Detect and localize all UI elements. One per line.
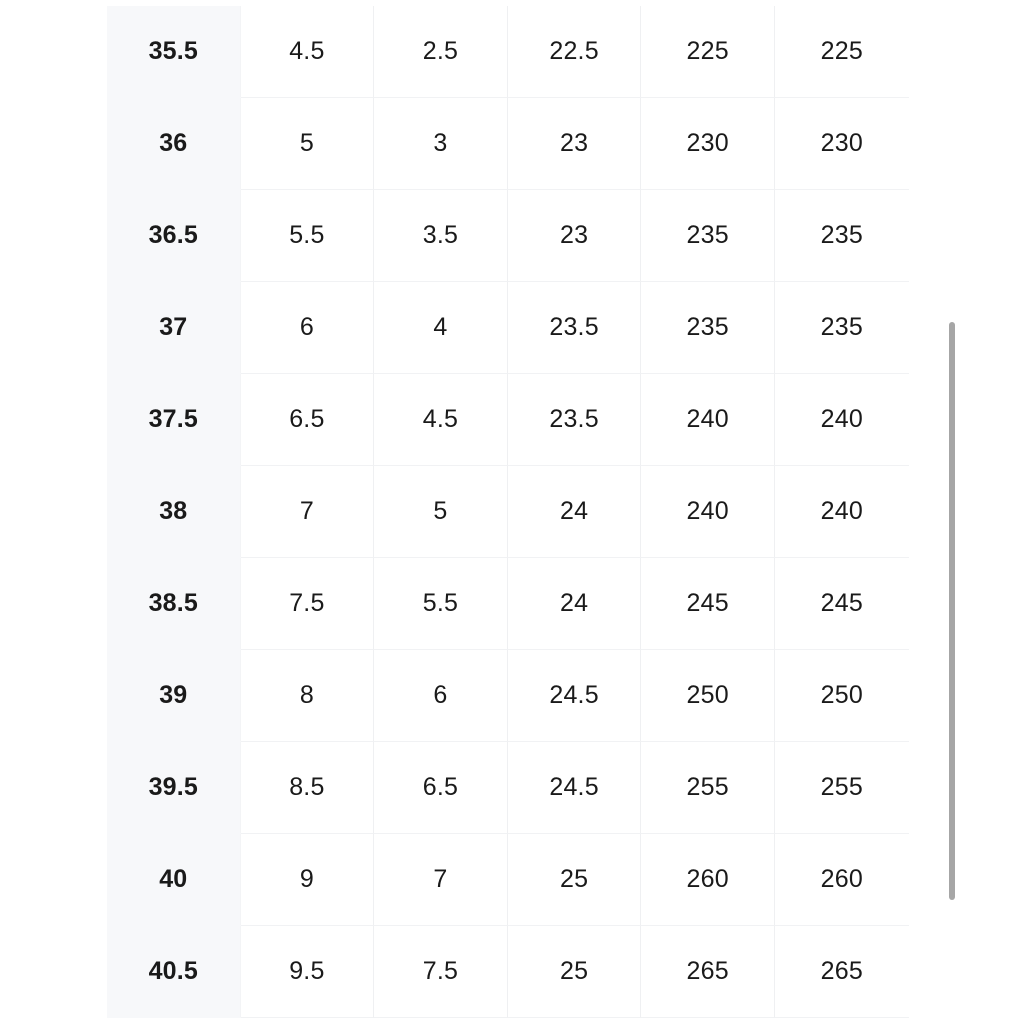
- table-cell: 4.5: [241, 6, 375, 98]
- table-cell: 235: [641, 190, 775, 282]
- table-cell: 225: [775, 6, 909, 98]
- table-cell: 24: [508, 466, 642, 558]
- table-cell: 235: [775, 190, 909, 282]
- table-cell: 265: [641, 926, 775, 1018]
- table-cell: 2.5: [374, 6, 508, 98]
- table-cell: 5.5: [241, 190, 375, 282]
- table-cell: 225: [641, 6, 775, 98]
- table-row: [107, 98, 909, 190]
- eu-size-cell: 36: [107, 98, 241, 190]
- table-cell: 24.5: [508, 742, 642, 834]
- table-cell: 5: [241, 98, 375, 190]
- scrollbar-thumb[interactable]: [949, 322, 955, 900]
- table-row: [107, 926, 909, 1018]
- eu-size-cell: 35.5: [107, 6, 241, 98]
- table-row: [107, 558, 909, 650]
- table-row: [107, 282, 909, 374]
- table-cell: 235: [775, 282, 909, 374]
- table-cell: 23.5: [508, 282, 642, 374]
- table-cell: 230: [775, 98, 909, 190]
- eu-size-cell: 37: [107, 282, 241, 374]
- table-cell: 245: [775, 558, 909, 650]
- table-cell: 240: [775, 374, 909, 466]
- table-cell: 24.5: [508, 650, 642, 742]
- table-row: [107, 650, 909, 742]
- table-cell: 230: [641, 98, 775, 190]
- eu-size-cell: 36.5: [107, 190, 241, 282]
- eu-size-cell: 39: [107, 650, 241, 742]
- table-cell: 4.5: [374, 374, 508, 466]
- eu-size-cell: 40.5: [107, 926, 241, 1018]
- table-cell: 23: [508, 190, 642, 282]
- table-cell: 8.5: [241, 742, 375, 834]
- eu-size-cell: 37.5: [107, 374, 241, 466]
- table-cell: 6.5: [374, 742, 508, 834]
- table-cell: 25: [508, 834, 642, 926]
- eu-size-cell: 38.5: [107, 558, 241, 650]
- table-cell: 240: [641, 466, 775, 558]
- table-cell: 235: [641, 282, 775, 374]
- table-cell: 5.5: [374, 558, 508, 650]
- table-cell: 4: [374, 282, 508, 374]
- eu-size-cell: 40: [107, 834, 241, 926]
- table-cell: 9: [241, 834, 375, 926]
- table-cell: 265: [775, 926, 909, 1018]
- table-cell: 8: [241, 650, 375, 742]
- table-cell: 6: [241, 282, 375, 374]
- table-row: [107, 742, 909, 834]
- table-cell: 25: [508, 926, 642, 1018]
- table-cell: 22.5: [508, 6, 642, 98]
- size-table: [107, 6, 909, 1018]
- table-cell: 6: [374, 650, 508, 742]
- table-cell: 245: [641, 558, 775, 650]
- table-cell: 6.5: [241, 374, 375, 466]
- table-cell: 255: [775, 742, 909, 834]
- table-row: [107, 466, 909, 558]
- table-cell: 23.5: [508, 374, 642, 466]
- table-cell: 7: [374, 834, 508, 926]
- table-cell: 7.5: [374, 926, 508, 1018]
- table-cell: 260: [775, 834, 909, 926]
- table-cell: 250: [641, 650, 775, 742]
- vertical-scrollbar[interactable]: [944, 318, 960, 904]
- table-row: [107, 6, 909, 98]
- table-cell: 250: [775, 650, 909, 742]
- table-row: [107, 834, 909, 926]
- table-cell: 3: [374, 98, 508, 190]
- eu-size-cell: 38: [107, 466, 241, 558]
- eu-size-cell: 39.5: [107, 742, 241, 834]
- table-cell: 260: [641, 834, 775, 926]
- table-row: [107, 374, 909, 466]
- table-cell: 7: [241, 466, 375, 558]
- table-cell: 255: [641, 742, 775, 834]
- table-row: [107, 190, 909, 282]
- table-cell: 3.5: [374, 190, 508, 282]
- table-cell: 240: [775, 466, 909, 558]
- table-cell: 24: [508, 558, 642, 650]
- table-cell: 7.5: [241, 558, 375, 650]
- table-cell: 5: [374, 466, 508, 558]
- table-cell: 9.5: [241, 926, 375, 1018]
- table-cell: 23: [508, 98, 642, 190]
- table-cell: 240: [641, 374, 775, 466]
